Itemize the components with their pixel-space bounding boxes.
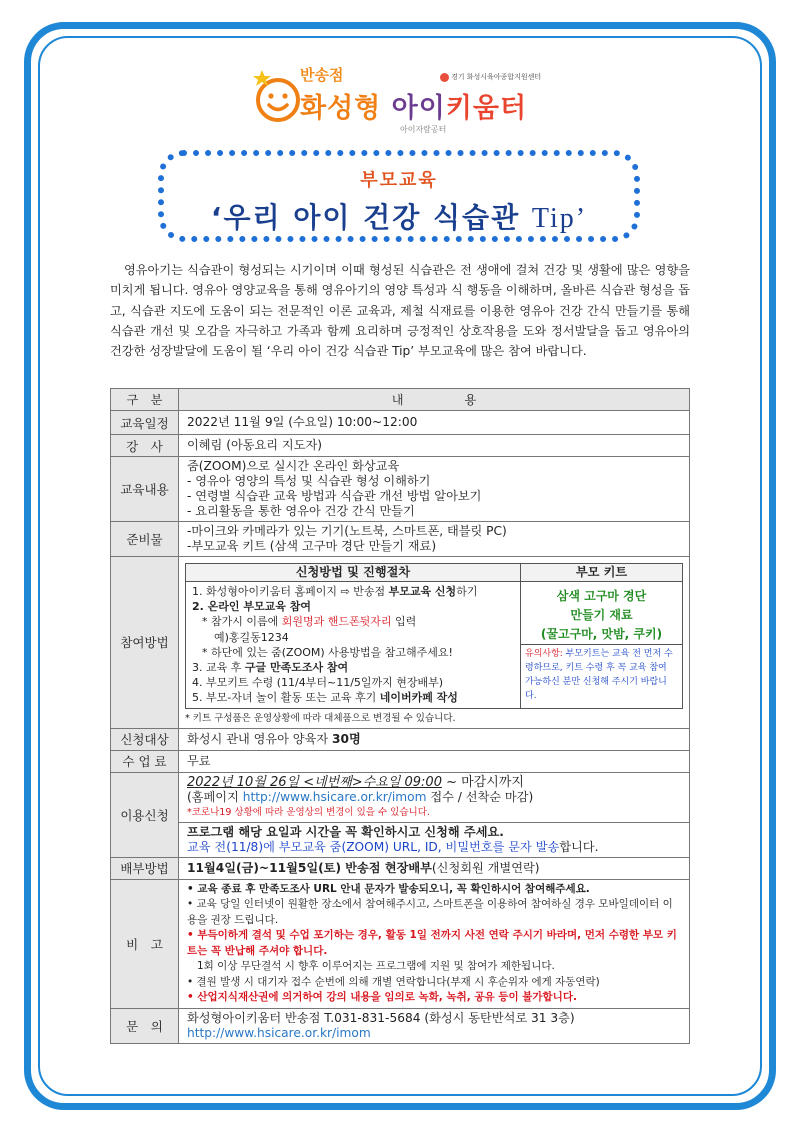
value-method [179, 557, 690, 729]
prep-line: -마이크와 카메라가 있는 기기(노트북, 스마트폰, 태블릿 PC) [187, 524, 507, 538]
step-3: 3. 교육 후 구글 만족도조사 참여 [192, 661, 349, 675]
step-4: 4. 부모키트 수령 (11/4부터~11/5일까지 현장배부) [192, 676, 444, 690]
value-remarks [179, 879, 690, 1008]
step-2-example: 예)홍길동1234 [214, 630, 289, 644]
label-lecturer: 강 사 [111, 435, 179, 457]
apply-deadline: 2022년 10월 26일 <네번째>수요일 09:00 ~ 마감시까지 [187, 774, 524, 790]
content-line: 줌(ZOOM)으로 실시간 온라인 화상교육 [187, 459, 400, 473]
value-lecturer: 이혜림 (아동요리 지도자) [179, 435, 690, 457]
apply-zoom: 교육 전(11/8)에 부모교육 줌(ZOOM) URL, ID, 비밀번호를 문자 발송합니다. [187, 839, 599, 854]
table-header-row [111, 389, 690, 411]
brand-name [300, 86, 527, 125]
value-target: 화성시 관내 영유아 양육자 30명 [179, 728, 690, 750]
kit-footnote: * 키트 구성품은 운영상황에 따라 대체품으로 변경될 수 있습니다. [185, 712, 456, 724]
row-lecturer [111, 435, 690, 457]
label-target: 신청대상 [111, 728, 179, 750]
smiley-logo-icon [250, 68, 306, 124]
row-contact [111, 1008, 690, 1043]
apply-homepage: (홈페이지 http://www.hsicare.or.kr/imom 접수 / 선착순 마감) [187, 789, 534, 804]
remark-item: • 부득이하게 결석 및 수업 포기하는 경우, 활동 1일 전까지 사전 연락 주시기 바라며, 먼저 수령한 부모 키트는 꼭 반납해 주셔야 합니다. [187, 929, 677, 957]
apply-bottom [179, 822, 689, 857]
row-prep [111, 522, 690, 557]
remark-item: 1회 이상 무단결석 시 향후 이루어지는 프로그램에 지원 및 참여가 제한됩니다. [197, 960, 555, 973]
kit-header: 부모 키트 [521, 564, 683, 582]
apply-confirm: 프로그램 해당 요일과 시간을 꼭 확인하시고 신청해 주세요. [187, 824, 504, 839]
kit-cell [521, 582, 683, 709]
branch-name: 반송점 [300, 66, 344, 84]
label-distribution: 배부방법 [111, 857, 179, 879]
step-5: 5. 부모-자녀 놀이 활동 또는 교육 후기 네이버카페 작성 [192, 691, 458, 705]
brand-part-1: 화성형 [300, 93, 382, 124]
label-prep: 준비물 [111, 522, 179, 557]
steps-list [186, 582, 521, 709]
label-content: 교육내용 [111, 457, 179, 522]
row-distribution [111, 857, 690, 879]
value-date: 2022년 11월 9일 (수요일) 10:00~12:00 [179, 411, 690, 435]
info-table [110, 388, 690, 1044]
value-contact [179, 1008, 690, 1043]
value-prep [179, 522, 690, 557]
value-fee: 무료 [179, 750, 690, 772]
row-fee [111, 750, 690, 772]
content-line: - 영유아 영양의 특성 및 식습관 형성 이해하기 [187, 474, 431, 488]
title-subtitle: 부모교육 [360, 170, 438, 191]
title-main-text: ‘우리 아이 건강 식습관 [210, 201, 532, 234]
contact-info: 화성형아이키움터 반송점 T.031-831-5684 (화성시 동탄반석로 31 3층) [187, 1010, 575, 1025]
center-logo-icon [440, 73, 449, 82]
value-apply [179, 772, 690, 857]
label-date: 교육일정 [111, 411, 179, 435]
label-fee: 수 업 료 [111, 750, 179, 772]
title-tip-text: Tip’ [531, 203, 588, 234]
header-logo [250, 62, 550, 142]
brand-subtitle: 아이자람공터 [400, 125, 447, 134]
value-content [179, 457, 690, 522]
apply-top [179, 773, 689, 822]
kit-line: 삼색 고구마 경단 [556, 589, 647, 604]
kit-note: 유의사항: 부모키트는 교육 전 먼저 수령하므로, 키트 수령 후 꼭 교육 참여 가능하신 분만 신청해 주시기 바랍니다. [521, 644, 682, 705]
steps-header: 신청방법 및 진행절차 [186, 564, 521, 582]
homepage-link[interactable]: http://www.hsicare.or.kr/imom [242, 789, 427, 804]
remark-item: • 산업지식재산권에 의거하여 강의 내용을 임의로 녹화, 녹취, 공유 등이 불가합니다. [187, 991, 577, 1004]
kit-line: (꿀고구마, 맛밤, 쿠키) [540, 627, 663, 642]
content-line: - 연령별 식습관 교육 방법과 식습관 개선 방법 알아보기 [187, 489, 482, 503]
remark-item: • 교육 종료 후 만족도조사 URL 안내 문자가 발송되오니, 꼭 확인하시어 참여해주세요. [187, 882, 590, 895]
row-apply [111, 772, 690, 857]
row-remarks [111, 879, 690, 1008]
apply-covid-note: *코로나19 상황에 따라 운영상의 변경이 있을 수 있습니다. [187, 806, 430, 818]
page-title [164, 196, 634, 236]
contact-link[interactable]: http://www.hsicare.or.kr/imom [187, 1025, 371, 1040]
brand-part-3: 키움터 [445, 93, 528, 124]
step-2: 2. 온라인 부모교육 참여 [192, 600, 311, 614]
intro-text: 영유아기는 식습관이 형성되는 시기이며 이때 형성된 식습관은 전 생애에 걸쳐 건강 및 생활에 많은 영향을 미치게 됩니다. 영유아 영양교육을 통해 영유아기의 영양 특성과 식 행동을 이해하며, 올바른 식습관 형성을 돕고, 식습관 지도에 도움이 되는 전문적인 이론 교육과, 제철 식재료를 이용한 영유아 건강 간식 만들기를 통해 식습관 개선 및 오감을 자극하고 가족과 함께 요리하며 긍정적인 상호작용을 도와 정서발달을 돕고 영유아의 건강한 성장발달에 도움이 될 ‘우리 아이 건강 식습관 Tip’ 부모교육에 많은 참여 바랍니다. [110, 263, 691, 359]
row-date [111, 411, 690, 435]
title-box [158, 150, 640, 242]
kit-line: 만들기 재료 [570, 608, 633, 623]
label-contact: 문 의 [111, 1008, 179, 1043]
row-target [111, 728, 690, 750]
intro-paragraph [110, 260, 690, 361]
label-method: 참여방법 [111, 557, 179, 729]
value-distribution: 11월4일(금)~11월5일(토) 반송점 현장배부(신청회원 개별연락) [179, 857, 690, 879]
remark-item: • 결원 발생 시 대기자 접수 순번에 의해 개별 연락합니다(부재 시 후순위자 에게 자동연락) [187, 975, 600, 988]
center-logo [440, 72, 541, 82]
method-inner-table [185, 563, 683, 709]
content-line: - 요리활동을 통한 영유아 건강 간식 만들기 [187, 504, 415, 518]
row-method [111, 557, 690, 729]
step-2-note2: * 하단에 있는 줌(ZOOM) 사용방법을 참고해주세요! [202, 645, 453, 659]
header-content: 내 용 [179, 389, 690, 411]
label-remarks: 비 고 [111, 879, 179, 1008]
remark-item: • 교육 당일 인터넷이 원활한 장소에서 참여해주시고, 스마트폰을 이용하여 참여하실 경우 모바일데이터 이용을 권장 드립니다. [187, 898, 673, 926]
row-content [111, 457, 690, 522]
prep-line: -부모교육 키트 (삼색 고구마 경단 만들기 재료) [187, 539, 437, 553]
kit-contents [521, 584, 682, 644]
step-2-note: * 참가시 이름에 회원명과 핸드폰뒷자리 입력 [202, 615, 417, 629]
center-logo-text: 경기 화성시육아종합지원센터 [451, 73, 542, 81]
brand-part-2: 아이 [391, 93, 446, 124]
header-category: 구 분 [111, 389, 179, 411]
step-1: 1. 화성형아이키움터 홈페이지 ⇨ 반송점 부모교육 신청하기 [192, 585, 478, 598]
label-apply: 이용신청 [111, 772, 179, 857]
